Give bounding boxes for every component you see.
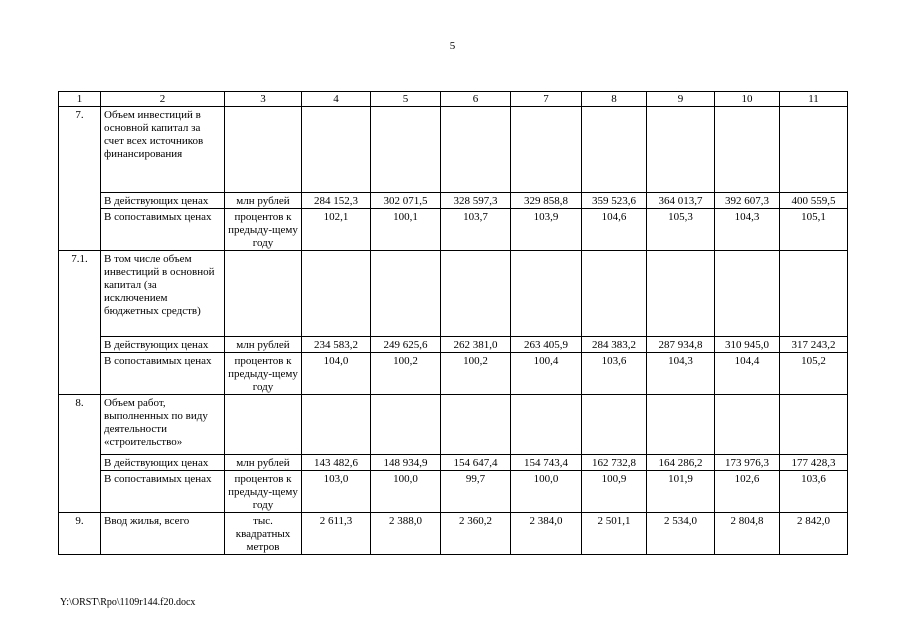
value-cell: 262 381,0 (441, 337, 511, 353)
empty-cell (715, 107, 780, 193)
empty-cell (371, 251, 441, 337)
empty-cell (715, 251, 780, 337)
value-cell: 148 934,9 (371, 455, 441, 471)
column-number-header: 9 (647, 92, 715, 107)
value-cell: 2 842,0 (780, 513, 848, 555)
empty-cell (647, 251, 715, 337)
value-cell: 101,9 (647, 471, 715, 513)
data-row (59, 193, 848, 209)
value-cell: 105,1 (780, 209, 848, 251)
row-label: В сопоставимых ценах (101, 209, 225, 251)
file-path-footer: Y:\ORST\Rpo\1109r144.f20.docx (60, 597, 196, 608)
unit-cell: процентов к предыду-щему году (225, 353, 302, 395)
empty-cell (511, 107, 582, 193)
empty-cell (780, 107, 848, 193)
value-cell: 104,3 (715, 209, 780, 251)
value-cell: 400 559,5 (780, 193, 848, 209)
value-cell: 2 501,1 (582, 513, 647, 555)
column-number-header: 5 (371, 92, 441, 107)
column-number-header: 8 (582, 92, 647, 107)
item-number-cont (59, 209, 101, 251)
header-row (59, 92, 848, 107)
value-cell: 263 405,9 (511, 337, 582, 353)
value-cell: 102,6 (715, 471, 780, 513)
item-number-cont (59, 471, 101, 513)
empty-cell (441, 251, 511, 337)
value-cell: 99,7 (441, 471, 511, 513)
row-label: В сопоставимых ценах (101, 353, 225, 395)
value-cell: 2 611,3 (302, 513, 371, 555)
item-number-cont (59, 193, 101, 209)
group-title-row (59, 107, 848, 193)
indicator-name: Объем работ, выполненных по виду деятельности «строительство» (101, 395, 225, 455)
empty-cell (225, 395, 302, 455)
value-cell: 329 858,8 (511, 193, 582, 209)
value-cell: 104,6 (582, 209, 647, 251)
value-cell: 100,1 (371, 209, 441, 251)
value-cell: 100,0 (371, 471, 441, 513)
value-cell: 2 388,0 (371, 513, 441, 555)
value-cell: 359 523,6 (582, 193, 647, 209)
row-label: В действующих ценах (101, 193, 225, 209)
item-number: 9. (59, 513, 101, 555)
value-cell: 104,3 (647, 353, 715, 395)
value-cell: 105,2 (780, 353, 848, 395)
unit-cell: процентов к предыду-щему году (225, 471, 302, 513)
item-number: 8. (59, 395, 101, 455)
column-number-header: 2 (101, 92, 225, 107)
page-number: 5 (449, 40, 456, 52)
value-cell: 177 428,3 (780, 455, 848, 471)
value-cell: 310 945,0 (715, 337, 780, 353)
column-number-header: 7 (511, 92, 582, 107)
value-cell: 164 286,2 (647, 455, 715, 471)
row-label: В сопоставимых ценах (101, 471, 225, 513)
unit-cell: млн рублей (225, 337, 302, 353)
value-cell: 100,9 (582, 471, 647, 513)
column-number-header: 6 (441, 92, 511, 107)
unit-cell: тыс. квадратных метров (225, 513, 302, 555)
unit-cell: млн рублей (225, 455, 302, 471)
value-cell: 392 607,3 (715, 193, 780, 209)
value-cell: 284 152,3 (302, 193, 371, 209)
group-title-row (59, 251, 848, 337)
row-label: В действующих ценах (101, 455, 225, 471)
data-row (59, 471, 848, 513)
indicator-name: В том числе объем инвестиций в основной капитал (за исключением бюджетных средств) (101, 251, 225, 337)
value-cell: 364 013,7 (647, 193, 715, 209)
unit-cell: млн рублей (225, 193, 302, 209)
column-number-header: 1 (59, 92, 101, 107)
value-cell: 102,1 (302, 209, 371, 251)
value-cell: 103,0 (302, 471, 371, 513)
value-cell: 173 976,3 (715, 455, 780, 471)
empty-cell (302, 107, 371, 193)
data-row (59, 455, 848, 471)
row-label: В действующих ценах (101, 337, 225, 353)
value-cell: 284 383,2 (582, 337, 647, 353)
value-cell: 104,4 (715, 353, 780, 395)
value-cell: 2 804,8 (715, 513, 780, 555)
data-row (59, 337, 848, 353)
empty-cell (511, 251, 582, 337)
value-cell: 100,4 (511, 353, 582, 395)
item-number-cont (59, 353, 101, 395)
empty-cell (715, 395, 780, 455)
unit-cell: процентов к предыду-щему году (225, 209, 302, 251)
value-cell: 100,0 (511, 471, 582, 513)
empty-cell (582, 395, 647, 455)
value-cell: 143 482,6 (302, 455, 371, 471)
item-number: 7.1. (59, 251, 101, 337)
column-number-header: 3 (225, 92, 302, 107)
data-row (59, 353, 848, 395)
empty-cell (371, 107, 441, 193)
value-cell: 104,0 (302, 353, 371, 395)
value-cell: 328 597,3 (441, 193, 511, 209)
data-row (59, 209, 848, 251)
item-number-cont (59, 337, 101, 353)
empty-cell (441, 107, 511, 193)
empty-cell (441, 395, 511, 455)
item-number-cont (59, 455, 101, 471)
value-cell: 287 934,8 (647, 337, 715, 353)
empty-cell (225, 107, 302, 193)
value-cell: 2 384,0 (511, 513, 582, 555)
empty-cell (302, 395, 371, 455)
value-cell: 162 732,8 (582, 455, 647, 471)
empty-cell (225, 251, 302, 337)
empty-cell (647, 107, 715, 193)
value-cell: 2 534,0 (647, 513, 715, 555)
indicator-name: Ввод жилья, всего (101, 513, 225, 555)
value-cell: 100,2 (371, 353, 441, 395)
value-cell: 249 625,6 (371, 337, 441, 353)
value-cell: 2 360,2 (441, 513, 511, 555)
column-number-header: 11 (780, 92, 848, 107)
value-cell: 103,6 (582, 353, 647, 395)
value-cell: 317 243,2 (780, 337, 848, 353)
group-title-row (59, 513, 848, 555)
value-cell: 302 071,5 (371, 193, 441, 209)
indicator-name: Объем инвестиций в основной капитал за счет всех источников финансирования (101, 107, 225, 193)
group-title-row (59, 395, 848, 455)
value-cell: 105,3 (647, 209, 715, 251)
value-cell: 154 647,4 (441, 455, 511, 471)
empty-cell (582, 107, 647, 193)
column-number-header: 10 (715, 92, 780, 107)
value-cell: 234 583,2 (302, 337, 371, 353)
empty-cell (582, 251, 647, 337)
empty-cell (780, 395, 848, 455)
value-cell: 103,7 (441, 209, 511, 251)
value-cell: 154 743,4 (511, 455, 582, 471)
statistics-table (58, 91, 848, 555)
value-cell: 103,6 (780, 471, 848, 513)
empty-cell (647, 395, 715, 455)
value-cell: 103,9 (511, 209, 582, 251)
empty-cell (302, 251, 371, 337)
empty-cell (780, 251, 848, 337)
value-cell: 100,2 (441, 353, 511, 395)
item-number: 7. (59, 107, 101, 193)
column-number-header: 4 (302, 92, 371, 107)
empty-cell (511, 395, 582, 455)
empty-cell (371, 395, 441, 455)
